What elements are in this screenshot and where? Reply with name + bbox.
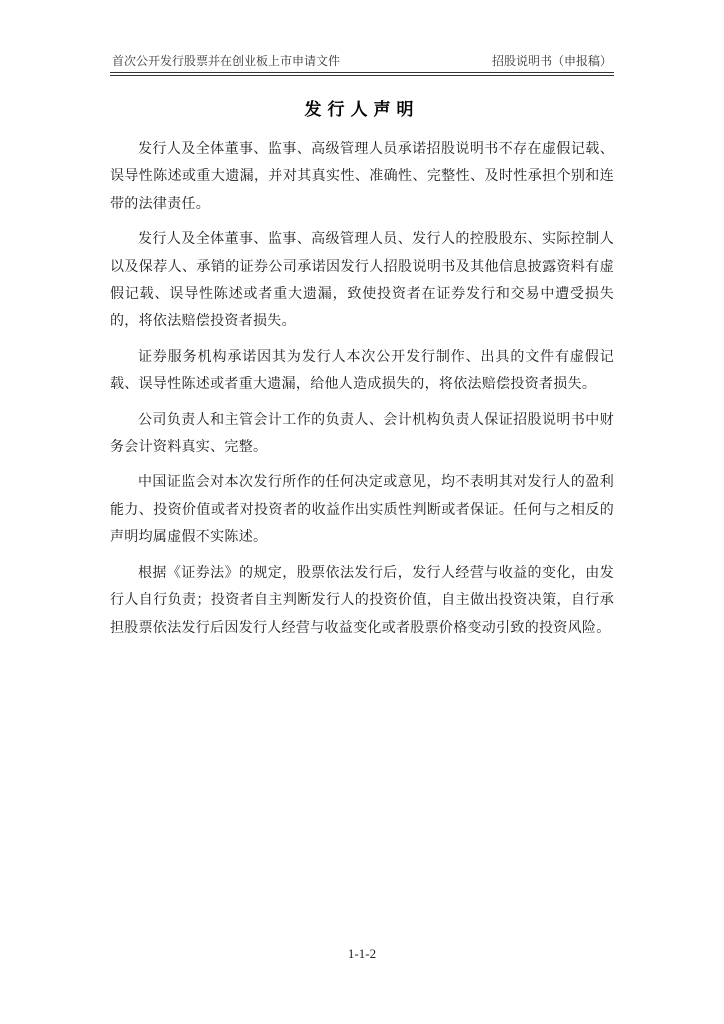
paragraph-2: 发行人及全体董事、监事、高级管理人员、发行人的控股股东、实际控制人以及保荐人、承销的证券公司承诺因发行人招股说明书及其他信息披露资料有虚假记载、误导性陈述或者重大遗漏，致使投资者在证券发行和交易中遭受损失的，将依法赔偿投资者损失。: [110, 231, 614, 330]
page-title: 发行人声明: [304, 100, 420, 120]
header-document-type: 招股说明书（申报稿）: [491, 54, 612, 68]
page-header: [110, 50, 614, 70]
paragraph-4: 公司负责人和主管会计工作的负责人、会计机构负责人保证招股说明书中财务会计资料真实、完整。: [110, 411, 614, 456]
paragraph-5: 中国证监会对本次发行所作的任何决定或意见，均不表明其对发行人的盈利能力、投资价值或者对投资者的收益作出实质性判断或者保证。任何与之相反的声明均属虚假不实陈述。: [110, 474, 614, 546]
header-rule-thick: [110, 72, 614, 73]
paragraph-6: 根据《证券法》的规定，股票依法发行后，发行人经营与收益的变化，由发行人自行负责；投资者自主判断发行人的投资价值，自主做出投资决策，自行承担股票依法发行后因发行人经营与收益变化或者股票价格变动引致的投资风险。: [110, 564, 614, 636]
body-content: [110, 136, 614, 650]
paragraph-3: 证券服务机构承诺因其为发行人本次公开发行制作、出具的文件有虚假记载、误导性陈述或者重大遗漏，给他人造成损失的，将依法赔偿投资者损失。: [110, 348, 614, 393]
header-rule-thin: [110, 75, 614, 76]
paragraph-1: 发行人及全体董事、监事、高级管理人员承诺招股说明书不存在虚假记载、误导性陈述或重大遗漏，并对其真实性、准确性、完整性、及时性承担个别和连带的法律责任。: [110, 141, 614, 212]
page-number: 1-1-2: [347, 946, 377, 961]
header-document-name: 首次公开发行股票并在创业板上市申请文件: [112, 54, 341, 68]
